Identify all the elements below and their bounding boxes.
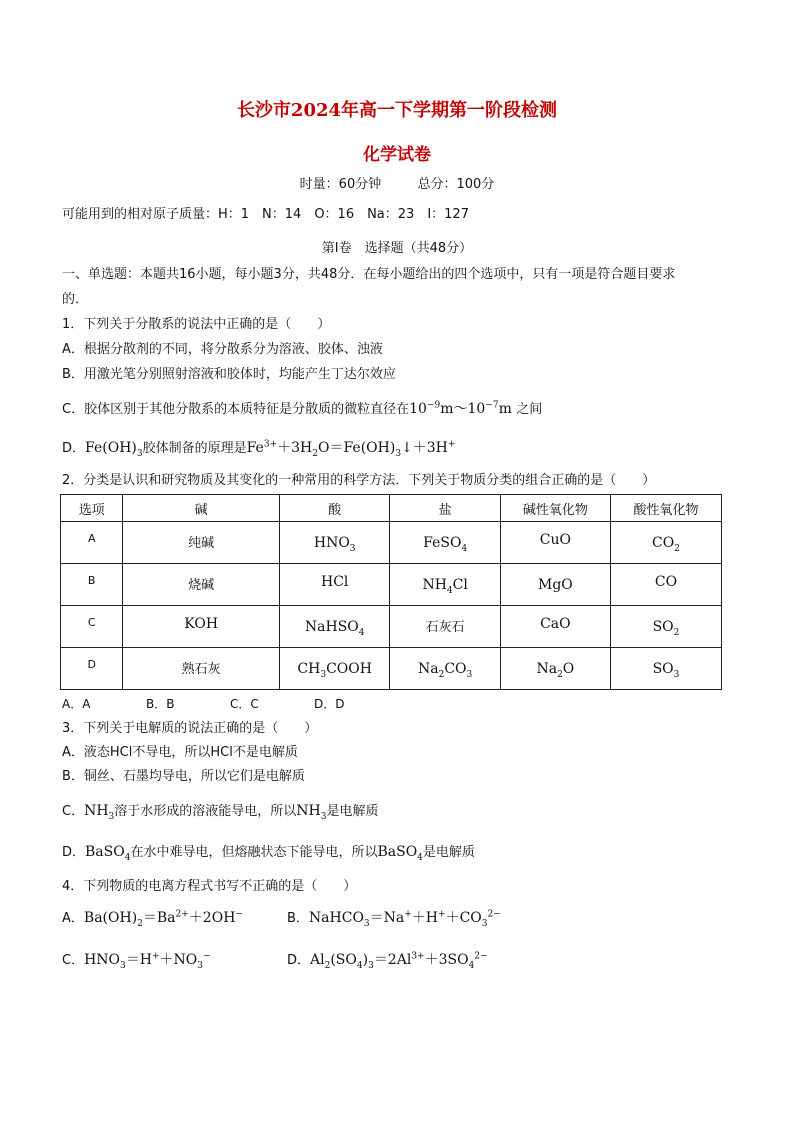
row-base: 烧碱 xyxy=(123,564,280,606)
row-base: 纯碱 xyxy=(123,522,280,564)
q3-option-d-text: 在水中难导电，但熔融状态下能导电，所以 xyxy=(130,845,378,860)
q3-option-b: B．铜丝、石墨均导电，所以它们是电解质 xyxy=(62,769,305,784)
q1-option-c-suffix: 之间 xyxy=(516,402,543,417)
q3-option-c-suffix: 是电解质 xyxy=(326,804,379,819)
row-acidic-oxide: CO xyxy=(610,564,721,606)
table-header-row xyxy=(61,495,722,522)
q3-option-d-label: D． xyxy=(62,845,86,860)
q1-option-b: B．用激光笔分别照射溶液和胶体时，均能产生丁达尔效应 xyxy=(62,367,396,382)
row-acidic-oxide: $SO_3$ xyxy=(610,648,721,690)
exam-time: 时量：60分钟 xyxy=(299,177,382,192)
row-salt: $Na_2CO_3$ xyxy=(390,648,500,690)
q1-size-range: $10^{-9}m\sim 10^{-7}m$ xyxy=(409,400,517,417)
q4-option-d xyxy=(287,951,488,970)
table-row xyxy=(61,564,722,606)
q4-stem: 4．下列物质的电离方程式书写不正确的是（ ） xyxy=(62,879,357,894)
header-acidic-oxide: 酸性氧化物 xyxy=(610,495,721,522)
row-acid: $CH_3COOH$ xyxy=(279,648,390,690)
row-basic-oxide: CuO xyxy=(500,522,610,564)
q1-option-c-text: C．胶体区别于其他分散系的本质特征是分散质的微粒直径在 xyxy=(62,402,410,417)
row-option: A xyxy=(61,522,123,564)
q1-hydrolysis-equation: $Fe^{3+}+3H_2O=Fe(OH)_3↓+3H^+$ xyxy=(246,439,456,459)
section-intro-line2: 的． xyxy=(62,292,89,307)
row-basic-oxide: $Na_2O$ xyxy=(500,648,610,690)
q2-stem: 2．分类是认识和研究物质及其变化的一种常用的科学方法．下列关于物质分类的组合正确的是（ ） xyxy=(62,473,656,488)
q2-option-a: A．A xyxy=(62,697,91,711)
q4-equation-b: $NaHCO_3=Na^++H^++CO_3^{2-}$ xyxy=(308,909,501,929)
row-salt: 石灰石 xyxy=(390,606,500,648)
row-salt: FeSO$_4$ xyxy=(390,522,500,564)
row-basic-oxide: CaO xyxy=(500,606,610,648)
table-row xyxy=(61,606,722,648)
q1-option-d-label: D． xyxy=(62,441,86,456)
time-score-line xyxy=(0,176,794,194)
q4-equation-d: $Al_2(SO_4)_3=2Al^{3+}+3SO_4^{2-}$ xyxy=(310,951,488,971)
q3-option-c xyxy=(62,802,379,821)
header-base: 碱 xyxy=(123,495,280,522)
q3-option-d xyxy=(62,843,475,862)
q4-option-b-label: B． xyxy=(287,911,309,926)
q1-option-d xyxy=(62,439,455,458)
row-salt: $NH_4Cl$ xyxy=(390,564,500,606)
q3-barium-sulfate-formula-2: BaSO$_4$ xyxy=(377,844,423,863)
q3-option-a: A．液态HCl不导电，所以HCl不是电解质 xyxy=(62,745,298,760)
row-option: B xyxy=(61,564,123,606)
row-base: 熟石灰 xyxy=(123,648,280,690)
row-acid: HCl xyxy=(279,564,390,606)
q3-option-d-suffix: 是电解质 xyxy=(422,845,475,860)
exam-total-score: 总分：100分 xyxy=(417,177,495,192)
q3-barium-sulfate-formula: BaSO$_4$ xyxy=(85,844,131,863)
header-basic-oxide: 碱性氧化物 xyxy=(500,495,610,522)
q3-option-c-text: 溶于水形成的溶液能导电，所以 xyxy=(114,804,297,819)
row-acid: $HNO_3$ xyxy=(279,522,390,564)
header-option: 选项 xyxy=(61,495,123,522)
q3-option-c-label: C． xyxy=(62,804,85,819)
table-row xyxy=(61,648,722,690)
q4-equation-c: $HNO_3=H^++NO_3^-$ xyxy=(84,951,211,971)
q2-option-d: D．D xyxy=(314,697,345,711)
row-acidic-oxide: $CO_2$ xyxy=(610,522,721,564)
q4-option-d-label: D． xyxy=(287,953,311,968)
q4-option-c xyxy=(62,951,211,970)
q4-option-a xyxy=(62,909,243,928)
header-acid: 酸 xyxy=(279,495,390,522)
table-row xyxy=(61,522,722,564)
q1-stem: 1．下列关于分散系的说法中正确的是（ ） xyxy=(62,317,331,332)
header-salt: 盐 xyxy=(390,495,500,522)
q3-stem: 3．下列关于电解质的说法正确的是（ ） xyxy=(62,721,318,736)
row-base: KOH xyxy=(123,606,280,648)
q2-option-c: C．C xyxy=(230,697,259,711)
section-title: 第Ⅰ卷 选择题（共48分） xyxy=(321,241,473,256)
q2-option-b: B．B xyxy=(146,697,175,711)
exam-title: 长沙市2024年高一下学期第一阶段检测 xyxy=(236,100,558,121)
q4-equation-a: $Ba(OH)_2=Ba^{2+}+2OH^-$ xyxy=(83,909,243,929)
q3-ammonia-formula-2: $NH_3$ xyxy=(296,803,327,822)
row-basic-oxide: MgO xyxy=(500,564,610,606)
q1-option-c xyxy=(62,400,542,419)
q1-option-d-text: 胶体制备的原理是 xyxy=(142,441,247,456)
row-option: C xyxy=(61,606,123,648)
q4-option-b xyxy=(287,909,501,928)
section-intro-line1: 一、单选题：本题共16小题，每小题3分，共48分．在每小题给出的四个选项中，只有一项是符合题目要求 xyxy=(62,267,676,282)
q2-options xyxy=(62,695,344,713)
row-acid: NaHSO$_4$ xyxy=(279,606,390,648)
q4-option-c-label: C． xyxy=(62,953,85,968)
exam-subtitle: 化学试卷 xyxy=(363,145,431,165)
row-acidic-oxide: $SO_2$ xyxy=(610,606,721,648)
atomic-masses: 可能用到的相对原子质量：H：1 N：14 O：16 Na：23 I：127 xyxy=(62,207,469,222)
q4-option-a-label: A． xyxy=(62,911,84,926)
q3-ammonia-formula: $NH_3$ xyxy=(84,803,115,822)
q1-colloid-formula: $Fe(OH)_3$ xyxy=(85,440,143,459)
row-option: D xyxy=(61,648,123,690)
q1-option-a: A．根据分散剂的不同，将分散系分为溶液、胶体、浊液 xyxy=(62,342,383,357)
q2-classification-table xyxy=(60,494,722,690)
